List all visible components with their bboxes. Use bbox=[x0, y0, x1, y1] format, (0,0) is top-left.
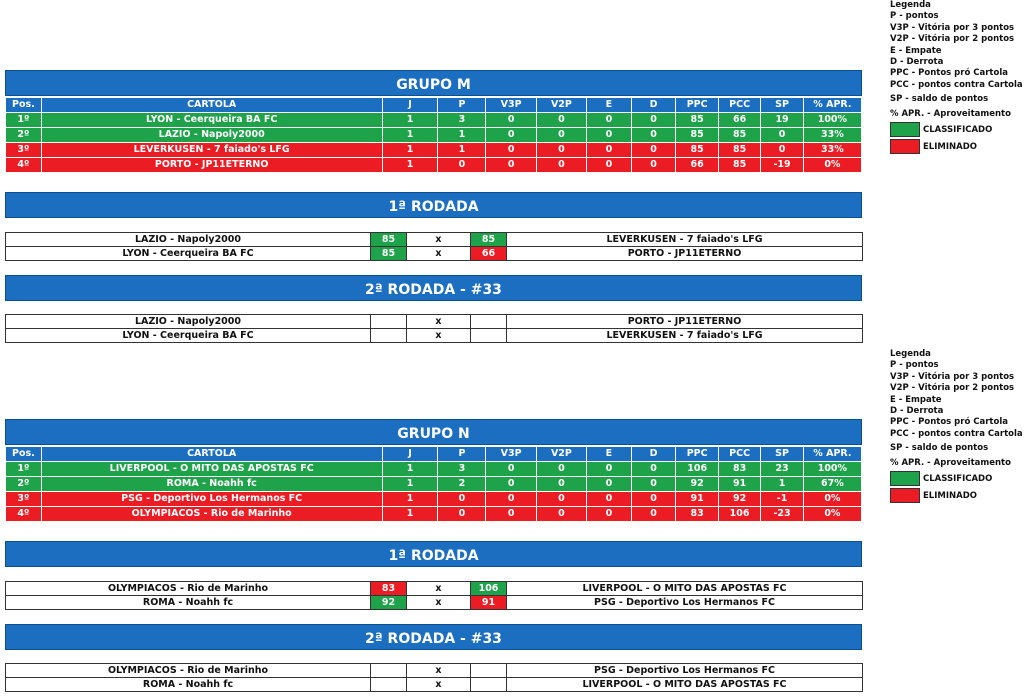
group-title-banner: GRUPO N bbox=[5, 419, 862, 445]
standings-row bbox=[6, 113, 862, 128]
home-team: ROMA - Noahh fc bbox=[6, 596, 371, 610]
versus-mark: x bbox=[407, 247, 471, 261]
standings-cell-team: LYON - Ceerqueira BA FC bbox=[41, 113, 382, 128]
legend-item: PCC - pontos contra Cartola bbox=[890, 79, 1023, 90]
home-score bbox=[371, 664, 407, 678]
standings-cell-team: LAZIO - Napoly2000 bbox=[41, 128, 382, 143]
standings-cell-v3p: 0 bbox=[486, 507, 536, 522]
legend-item: PCC - pontos contra Cartola bbox=[890, 428, 1023, 439]
match-row bbox=[6, 329, 863, 343]
standings-cell-v3p: 0 bbox=[486, 477, 536, 492]
standings-cell-e: 0 bbox=[587, 462, 632, 477]
away-score bbox=[471, 664, 507, 678]
standings-cell-team: LEVERKUSEN - 7 faiado's LFG bbox=[41, 143, 382, 158]
standings-cell-team: PORTO - JP11ETERNO bbox=[41, 158, 382, 173]
match-row bbox=[6, 582, 863, 596]
standings-cell-j: 1 bbox=[382, 477, 438, 492]
match-row bbox=[6, 247, 863, 261]
standings-cell-d: 0 bbox=[631, 462, 676, 477]
column-header: V2P bbox=[536, 98, 586, 113]
standings-cell-d: 0 bbox=[631, 158, 676, 173]
standings-cell-j: 1 bbox=[382, 128, 438, 143]
legend-item: E - Empate bbox=[890, 45, 942, 56]
standings-row bbox=[6, 128, 862, 143]
standings-cell-pcc: 85 bbox=[718, 158, 760, 173]
away-score: 91 bbox=[471, 596, 507, 610]
away-team: LEVERKUSEN - 7 faiado's LFG bbox=[507, 329, 863, 343]
standings-cell-j: 1 bbox=[382, 507, 438, 522]
standings-cell-e: 0 bbox=[587, 477, 632, 492]
legend-item: P - pontos bbox=[890, 360, 939, 371]
column-header: PPC bbox=[676, 447, 718, 462]
round-title-banner: 2ª RODADA - #33 bbox=[5, 624, 862, 650]
home-score bbox=[371, 678, 407, 692]
legend-eliminated bbox=[890, 139, 1024, 154]
standings-cell-j: 1 bbox=[382, 462, 438, 477]
home-team: ROMA - Noahh fc bbox=[6, 678, 371, 692]
standings-cell-p: 1 bbox=[438, 143, 486, 158]
eliminated-swatch bbox=[890, 488, 920, 503]
eliminated-swatch bbox=[890, 139, 920, 154]
away-team: LIVERPOOL - O MITO DAS APOSTAS FC bbox=[507, 678, 863, 692]
away-score bbox=[471, 315, 507, 329]
match-row bbox=[6, 233, 863, 247]
column-header: CARTOLA bbox=[41, 447, 382, 462]
standings-cell-v2p: 0 bbox=[536, 113, 586, 128]
standings-cell-pcc: 85 bbox=[718, 143, 760, 158]
standings-cell-e: 0 bbox=[587, 492, 632, 507]
standings-cell-apr: 33% bbox=[803, 128, 861, 143]
standings-row bbox=[6, 507, 862, 522]
standings-cell-ppc: 85 bbox=[676, 128, 718, 143]
standings-cell-sp: 1 bbox=[761, 477, 803, 492]
match-row bbox=[6, 664, 863, 678]
eliminated-label: ELIMINADO bbox=[923, 491, 977, 502]
standings-cell-pos: 3º bbox=[6, 143, 42, 158]
standings-cell-e: 0 bbox=[587, 113, 632, 128]
home-score: 92 bbox=[371, 596, 407, 610]
column-header: J bbox=[382, 447, 438, 462]
away-score bbox=[471, 678, 507, 692]
standings-cell-team: OLYMPIACOS - Rio de Marinho bbox=[41, 507, 382, 522]
standings-cell-pos: 1º bbox=[6, 113, 42, 128]
column-header: Pos. bbox=[6, 447, 42, 462]
column-header: PCC bbox=[718, 98, 760, 113]
classified-label: CLASSIFICADO bbox=[923, 474, 993, 485]
standings-cell-sp: 23 bbox=[761, 462, 803, 477]
standings-cell-v2p: 0 bbox=[536, 507, 586, 522]
standings-cell-apr: 100% bbox=[803, 462, 861, 477]
home-score bbox=[371, 329, 407, 343]
away-team: LEVERKUSEN - 7 faiado's LFG bbox=[507, 233, 863, 247]
versus-mark: x bbox=[407, 233, 471, 247]
legend-item: PPC - Pontos pró Cartola bbox=[890, 68, 1008, 79]
standings-cell-sp: -19 bbox=[761, 158, 803, 173]
away-score bbox=[471, 329, 507, 343]
away-score: 85 bbox=[471, 233, 507, 247]
legend-item: D - Derrota bbox=[890, 406, 944, 417]
standings-cell-e: 0 bbox=[587, 158, 632, 173]
standings-cell-j: 1 bbox=[382, 113, 438, 128]
legend-item: V2P - Vitória por 2 pontos bbox=[890, 383, 1015, 394]
legend-item: SP - saldo de pontos bbox=[890, 94, 989, 105]
matches-table bbox=[5, 314, 863, 343]
standings-cell-d: 0 bbox=[631, 143, 676, 158]
legend-item: P - pontos bbox=[890, 11, 939, 22]
column-header: PCC bbox=[718, 447, 760, 462]
round-title-banner: 1ª RODADA bbox=[5, 192, 862, 218]
column-header: V3P bbox=[486, 447, 536, 462]
away-score: 106 bbox=[471, 582, 507, 596]
standings-row bbox=[6, 158, 862, 173]
standings-cell-v2p: 0 bbox=[536, 462, 586, 477]
standings-cell-j: 1 bbox=[382, 158, 438, 173]
standings-header-row bbox=[6, 447, 862, 462]
standings-cell-p: 3 bbox=[438, 462, 486, 477]
standings-cell-pos: 4º bbox=[6, 507, 42, 522]
standings-cell-v3p: 0 bbox=[486, 113, 536, 128]
legend-item: V3P - Vitória por 3 pontos bbox=[890, 371, 1015, 382]
standings-cell-apr: 33% bbox=[803, 143, 861, 158]
column-header: D bbox=[631, 447, 676, 462]
legend-item: E - Empate bbox=[890, 394, 942, 405]
standings-cell-ppc: 106 bbox=[676, 462, 718, 477]
legend-eliminated bbox=[890, 488, 1024, 503]
standings-table bbox=[5, 446, 862, 522]
standings-cell-e: 0 bbox=[587, 128, 632, 143]
standings-cell-j: 1 bbox=[382, 143, 438, 158]
standings-cell-ppc: 92 bbox=[676, 477, 718, 492]
legend-item: PPC - Pontos pró Cartola bbox=[890, 417, 1008, 428]
matches-table bbox=[5, 232, 863, 261]
standings-cell-sp: -1 bbox=[761, 492, 803, 507]
standings-row bbox=[6, 143, 862, 158]
standings-cell-d: 0 bbox=[631, 113, 676, 128]
standings-cell-pos: 4º bbox=[6, 158, 42, 173]
home-score bbox=[371, 315, 407, 329]
standings-cell-v3p: 0 bbox=[486, 492, 536, 507]
standings-cell-ppc: 91 bbox=[676, 492, 718, 507]
standings-cell-pcc: 92 bbox=[718, 492, 760, 507]
standings-row bbox=[6, 492, 862, 507]
standings-row bbox=[6, 462, 862, 477]
standings-cell-v2p: 0 bbox=[536, 143, 586, 158]
legend-classified bbox=[890, 471, 1024, 486]
standings-cell-sp: -23 bbox=[761, 507, 803, 522]
standings-cell-v3p: 0 bbox=[486, 143, 536, 158]
home-team: LYON - Ceerqueira BA FC bbox=[6, 329, 371, 343]
matches-table bbox=[5, 581, 863, 610]
standings-cell-pcc: 83 bbox=[718, 462, 760, 477]
group-title-banner: GRUPO M bbox=[5, 70, 862, 96]
legend-item: V3P - Vitória por 3 pontos bbox=[890, 22, 1015, 33]
away-team: PORTO - JP11ETERNO bbox=[507, 315, 863, 329]
legend-item: % APR. - Aproveitamento bbox=[890, 457, 1011, 468]
standings-cell-apr: 0% bbox=[803, 507, 861, 522]
legend-item: % APR. - Aproveitamento bbox=[890, 108, 1011, 119]
matches-table bbox=[5, 663, 863, 692]
standings-cell-sp: 0 bbox=[761, 128, 803, 143]
standings-cell-d: 0 bbox=[631, 507, 676, 522]
column-header: V2P bbox=[536, 447, 586, 462]
away-team: PSG - Deportivo Los Hermanos FC bbox=[507, 596, 863, 610]
standings-cell-v2p: 0 bbox=[536, 492, 586, 507]
home-team: LAZIO - Napoly2000 bbox=[6, 233, 371, 247]
column-header: J bbox=[382, 98, 438, 113]
standings-cell-v2p: 0 bbox=[536, 477, 586, 492]
legend-box bbox=[890, 349, 1024, 503]
standings-cell-v2p: 0 bbox=[536, 128, 586, 143]
standings-cell-v2p: 0 bbox=[536, 158, 586, 173]
match-row bbox=[6, 596, 863, 610]
versus-mark: x bbox=[407, 329, 471, 343]
away-team: PSG - Deportivo Los Hermanos FC bbox=[507, 664, 863, 678]
standings-cell-apr: 67% bbox=[803, 477, 861, 492]
classified-label: CLASSIFICADO bbox=[923, 125, 993, 136]
standings-cell-e: 0 bbox=[587, 143, 632, 158]
standings-cell-pos: 2º bbox=[6, 128, 42, 143]
standings-cell-v3p: 0 bbox=[486, 462, 536, 477]
column-header: D bbox=[631, 98, 676, 113]
home-score: 85 bbox=[371, 233, 407, 247]
column-header: V3P bbox=[486, 98, 536, 113]
column-header: SP bbox=[761, 98, 803, 113]
away-score: 66 bbox=[471, 247, 507, 261]
standings-cell-team: ROMA - Noahh fc bbox=[41, 477, 382, 492]
standings-cell-d: 0 bbox=[631, 477, 676, 492]
column-header: P bbox=[438, 98, 486, 113]
column-header: Pos. bbox=[6, 98, 42, 113]
standings-row bbox=[6, 477, 862, 492]
standings-cell-pos: 3º bbox=[6, 492, 42, 507]
home-team: LAZIO - Napoly2000 bbox=[6, 315, 371, 329]
standings-cell-d: 0 bbox=[631, 492, 676, 507]
versus-mark: x bbox=[407, 678, 471, 692]
standings-header-row bbox=[6, 98, 862, 113]
legend-title: Legenda bbox=[890, 0, 931, 10]
versus-mark: x bbox=[407, 596, 471, 610]
standings-cell-pcc: 85 bbox=[718, 128, 760, 143]
standings-cell-e: 0 bbox=[587, 507, 632, 522]
legend-title: Legenda bbox=[890, 349, 931, 359]
column-header: PPC bbox=[676, 98, 718, 113]
standings-cell-team: PSG - Deportivo Los Hermanos FC bbox=[41, 492, 382, 507]
standings-cell-pos: 2º bbox=[6, 477, 42, 492]
legend-item: V2P - Vitória por 2 pontos bbox=[890, 34, 1015, 45]
standings-table bbox=[5, 97, 862, 173]
standings-cell-pcc: 106 bbox=[718, 507, 760, 522]
home-team: LYON - Ceerqueira BA FC bbox=[6, 247, 371, 261]
standings-cell-p: 0 bbox=[438, 492, 486, 507]
column-header: P bbox=[438, 447, 486, 462]
column-header: % APR. bbox=[803, 98, 861, 113]
classified-swatch bbox=[890, 122, 920, 137]
home-team: OLYMPIACOS - Rio de Marinho bbox=[6, 664, 371, 678]
standings-cell-pcc: 66 bbox=[718, 113, 760, 128]
standings-cell-v3p: 0 bbox=[486, 128, 536, 143]
home-score: 85 bbox=[371, 247, 407, 261]
classified-swatch bbox=[890, 471, 920, 486]
away-team: LIVERPOOL - O MITO DAS APOSTAS FC bbox=[507, 582, 863, 596]
versus-mark: x bbox=[407, 315, 471, 329]
column-header: % APR. bbox=[803, 447, 861, 462]
eliminated-label: ELIMINADO bbox=[923, 142, 977, 153]
standings-cell-apr: 100% bbox=[803, 113, 861, 128]
standings-cell-apr: 0% bbox=[803, 492, 861, 507]
standings-cell-p: 1 bbox=[438, 128, 486, 143]
legend-item: SP - saldo de pontos bbox=[890, 443, 989, 454]
standings-cell-ppc: 83 bbox=[676, 507, 718, 522]
standings-cell-d: 0 bbox=[631, 128, 676, 143]
match-row bbox=[6, 315, 863, 329]
legend-box bbox=[890, 0, 1024, 154]
standings-cell-ppc: 66 bbox=[676, 158, 718, 173]
standings-cell-j: 1 bbox=[382, 492, 438, 507]
column-header: E bbox=[587, 447, 632, 462]
standings-cell-p: 2 bbox=[438, 477, 486, 492]
standings-cell-p: 0 bbox=[438, 158, 486, 173]
standings-cell-ppc: 85 bbox=[676, 113, 718, 128]
standings-cell-sp: 0 bbox=[761, 143, 803, 158]
standings-cell-apr: 0% bbox=[803, 158, 861, 173]
round-title-banner: 2ª RODADA - #33 bbox=[5, 275, 862, 301]
standings-cell-pcc: 91 bbox=[718, 477, 760, 492]
legend-classified bbox=[890, 122, 1024, 137]
standings-cell-sp: 19 bbox=[761, 113, 803, 128]
home-score: 83 bbox=[371, 582, 407, 596]
away-team: PORTO - JP11ETERNO bbox=[507, 247, 863, 261]
round-title-banner: 1ª RODADA bbox=[5, 541, 862, 567]
standings-cell-p: 0 bbox=[438, 507, 486, 522]
column-header: CARTOLA bbox=[41, 98, 382, 113]
column-header: E bbox=[587, 98, 632, 113]
versus-mark: x bbox=[407, 664, 471, 678]
versus-mark: x bbox=[407, 582, 471, 596]
standings-cell-v3p: 0 bbox=[486, 158, 536, 173]
home-team: OLYMPIACOS - Rio de Marinho bbox=[6, 582, 371, 596]
standings-cell-team: LIVERPOOL - O MITO DAS APOSTAS FC bbox=[41, 462, 382, 477]
standings-cell-ppc: 85 bbox=[676, 143, 718, 158]
standings-cell-pos: 1º bbox=[6, 462, 42, 477]
column-header: SP bbox=[761, 447, 803, 462]
standings-cell-p: 3 bbox=[438, 113, 486, 128]
legend-item: D - Derrota bbox=[890, 57, 944, 68]
match-row bbox=[6, 678, 863, 692]
